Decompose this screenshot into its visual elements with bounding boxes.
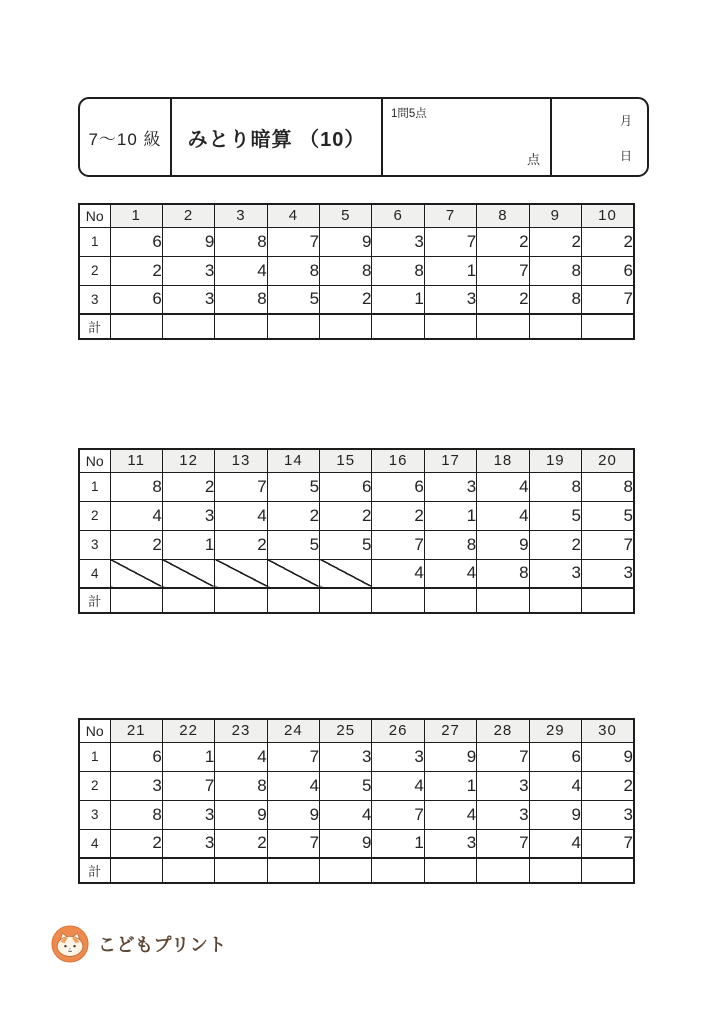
addend-cell: 4 — [215, 742, 267, 771]
addend-cell: 3 — [110, 771, 162, 800]
sum-answer-cell — [320, 314, 372, 339]
addend-cell: 8 — [477, 559, 529, 588]
problem-number-header: 18 — [477, 449, 529, 472]
addend-cell: 3 — [320, 742, 372, 771]
problem-number-header: 22 — [162, 719, 214, 742]
addend-cell: 2 — [215, 530, 267, 559]
addend-cell: 8 — [267, 256, 319, 285]
addend-cell: 2 — [110, 530, 162, 559]
addend-cell: 3 — [424, 285, 476, 314]
row-label: 1 — [79, 472, 110, 501]
addend-cell: 8 — [529, 256, 581, 285]
addend-cell: 7 — [372, 800, 424, 829]
mascot-cat-icon — [51, 925, 89, 963]
addend-cell: 7 — [267, 742, 319, 771]
sum-answer-cell — [582, 588, 634, 613]
addend-cell: 9 — [424, 742, 476, 771]
site-logo — [51, 925, 227, 963]
addend-cell: 1 — [372, 285, 424, 314]
sum-label: 計 — [79, 314, 110, 339]
addend-cell: 9 — [477, 530, 529, 559]
problem-number-header: 10 — [582, 204, 634, 227]
addend-cell: 3 — [162, 501, 214, 530]
row-label: 1 — [79, 742, 110, 771]
day-label: 日 — [619, 149, 632, 163]
month-label: 月 — [619, 114, 632, 128]
addend-row — [79, 771, 634, 800]
addend-cell: 5 — [320, 771, 372, 800]
addend-cell: 3 — [162, 829, 214, 858]
addend-cell: 5 — [267, 472, 319, 501]
sum-answer-cell — [582, 858, 634, 883]
addend-cell: 9 — [582, 742, 634, 771]
addend-cell: 3 — [477, 800, 529, 829]
addend-cell: 6 — [110, 285, 162, 314]
addend-row — [79, 472, 634, 501]
problem-number-header: 26 — [372, 719, 424, 742]
addend-cell: 7 — [424, 227, 476, 256]
slash-cell — [320, 559, 372, 588]
problem-number-header: 16 — [372, 449, 424, 472]
sum-answer-cell — [529, 588, 581, 613]
addend-cell: 6 — [320, 472, 372, 501]
addend-cell: 4 — [215, 501, 267, 530]
sum-row — [79, 314, 634, 339]
problem-number-header: 4 — [267, 204, 319, 227]
sum-answer-cell — [372, 314, 424, 339]
addend-cell: 9 — [267, 800, 319, 829]
sum-answer-cell — [267, 314, 319, 339]
sum-answer-cell — [162, 314, 214, 339]
addend-row — [79, 559, 634, 588]
row-label: 4 — [79, 829, 110, 858]
row-label: 3 — [79, 800, 110, 829]
addend-row — [79, 742, 634, 771]
problem-number-header: 19 — [529, 449, 581, 472]
addend-cell: 8 — [529, 472, 581, 501]
problem-number-header: 9 — [529, 204, 581, 227]
sum-answer-cell — [215, 588, 267, 613]
sum-answer-cell — [582, 314, 634, 339]
addend-cell: 7 — [215, 472, 267, 501]
sum-label: 計 — [79, 858, 110, 883]
addend-row — [79, 800, 634, 829]
addend-cell: 5 — [529, 501, 581, 530]
sum-answer-cell — [372, 858, 424, 883]
problem-number-header: 13 — [215, 449, 267, 472]
sum-answer-cell — [477, 858, 529, 883]
addend-cell: 3 — [582, 559, 634, 588]
addend-cell: 9 — [162, 227, 214, 256]
addend-cell: 5 — [267, 530, 319, 559]
row-label: 3 — [79, 285, 110, 314]
addend-row — [79, 285, 634, 314]
addend-cell: 3 — [582, 800, 634, 829]
addend-cell: 4 — [110, 501, 162, 530]
addend-cell: 8 — [372, 256, 424, 285]
no-column-header: No — [79, 449, 110, 472]
worksheet-header — [78, 97, 649, 177]
addend-row — [79, 501, 634, 530]
addend-cell: 8 — [110, 800, 162, 829]
addend-cell: 5 — [320, 530, 372, 559]
problem-number-header: 28 — [477, 719, 529, 742]
problem-number-header: 15 — [320, 449, 372, 472]
sum-answer-cell — [267, 588, 319, 613]
sum-answer-cell — [529, 314, 581, 339]
addend-cell: 2 — [582, 771, 634, 800]
addend-cell: 9 — [215, 800, 267, 829]
addend-cell: 4 — [320, 800, 372, 829]
addend-cell: 7 — [477, 829, 529, 858]
addend-cell: 3 — [162, 800, 214, 829]
problem-number-header: 12 — [162, 449, 214, 472]
problem-number-header: 8 — [477, 204, 529, 227]
addend-cell: 7 — [582, 530, 634, 559]
addend-cell: 4 — [372, 559, 424, 588]
sum-answer-cell — [110, 858, 162, 883]
sum-answer-cell — [424, 314, 476, 339]
addend-row — [79, 227, 634, 256]
addend-cell: 8 — [215, 771, 267, 800]
addend-cell: 2 — [582, 227, 634, 256]
problem-number-header: 29 — [529, 719, 581, 742]
sum-row — [79, 588, 634, 613]
addend-cell: 1 — [424, 501, 476, 530]
addend-row — [79, 829, 634, 858]
addend-cell: 8 — [110, 472, 162, 501]
row-label: 2 — [79, 256, 110, 285]
sum-answer-cell — [162, 858, 214, 883]
addend-cell: 4 — [215, 256, 267, 285]
addend-cell: 2 — [529, 227, 581, 256]
addend-cell: 4 — [477, 472, 529, 501]
problem-number-header: 7 — [424, 204, 476, 227]
problem-number-header: 30 — [582, 719, 634, 742]
addend-cell: 8 — [582, 472, 634, 501]
addend-cell: 6 — [529, 742, 581, 771]
sum-answer-cell — [110, 588, 162, 613]
sum-answer-cell — [215, 858, 267, 883]
problems-table-11-20 — [78, 448, 635, 614]
addend-cell: 8 — [320, 256, 372, 285]
addend-row — [79, 256, 634, 285]
problem-number-header: 14 — [267, 449, 319, 472]
addend-cell: 7 — [477, 256, 529, 285]
points-unit-label: 点 — [526, 152, 540, 167]
addend-cell: 1 — [424, 771, 476, 800]
addend-cell: 5 — [267, 285, 319, 314]
addend-cell: 1 — [162, 742, 214, 771]
problems-table-21-30 — [78, 718, 635, 884]
sum-answer-cell — [424, 858, 476, 883]
problem-number-header: 5 — [320, 204, 372, 227]
addend-cell: 3 — [162, 256, 214, 285]
addend-cell: 2 — [110, 256, 162, 285]
problem-number-header: 25 — [320, 719, 372, 742]
addend-cell: 7 — [372, 530, 424, 559]
addend-cell: 3 — [477, 771, 529, 800]
addend-cell: 7 — [267, 227, 319, 256]
addend-cell: 2 — [529, 530, 581, 559]
slash-cell — [267, 559, 319, 588]
addend-cell: 9 — [320, 829, 372, 858]
addend-cell: 4 — [529, 829, 581, 858]
problem-number-header: 17 — [424, 449, 476, 472]
sum-answer-cell — [424, 588, 476, 613]
addend-cell: 4 — [477, 501, 529, 530]
sum-label: 計 — [79, 588, 110, 613]
addend-cell: 2 — [320, 285, 372, 314]
logo-text: こどもプリント — [98, 935, 227, 955]
sum-answer-cell — [477, 314, 529, 339]
addend-cell: 1 — [372, 829, 424, 858]
addend-cell: 8 — [215, 285, 267, 314]
addend-cell: 4 — [424, 800, 476, 829]
addend-cell: 3 — [424, 472, 476, 501]
addend-cell: 2 — [110, 829, 162, 858]
addend-cell: 2 — [267, 501, 319, 530]
slash-cell — [110, 559, 162, 588]
addend-cell: 2 — [477, 227, 529, 256]
addend-cell: 7 — [582, 829, 634, 858]
slash-cell — [162, 559, 214, 588]
slash-cell — [215, 559, 267, 588]
problem-number-header: 24 — [267, 719, 319, 742]
addend-row — [79, 530, 634, 559]
row-label: 1 — [79, 227, 110, 256]
addend-cell: 9 — [320, 227, 372, 256]
addend-cell: 6 — [110, 227, 162, 256]
addend-cell: 2 — [372, 501, 424, 530]
row-label: 2 — [79, 501, 110, 530]
addend-cell: 3 — [424, 829, 476, 858]
addend-cell: 4 — [267, 771, 319, 800]
addend-cell: 3 — [372, 742, 424, 771]
addend-cell: 9 — [529, 800, 581, 829]
worksheet-title: みとり暗算 （10） — [172, 99, 383, 175]
problem-number-header: 11 — [110, 449, 162, 472]
addend-cell: 8 — [529, 285, 581, 314]
no-column-header: No — [79, 719, 110, 742]
sum-answer-cell — [477, 588, 529, 613]
problem-number-header: 2 — [162, 204, 214, 227]
row-label: 3 — [79, 530, 110, 559]
addend-cell: 1 — [162, 530, 214, 559]
sum-answer-cell — [372, 588, 424, 613]
addend-cell: 7 — [162, 771, 214, 800]
addend-cell: 7 — [267, 829, 319, 858]
addend-cell: 3 — [529, 559, 581, 588]
addend-cell: 6 — [582, 256, 634, 285]
sum-answer-cell — [267, 858, 319, 883]
addend-cell: 2 — [477, 285, 529, 314]
problem-number-header: 27 — [424, 719, 476, 742]
addend-cell: 8 — [215, 227, 267, 256]
addend-cell: 4 — [424, 559, 476, 588]
problem-number-header: 1 — [110, 204, 162, 227]
addend-cell: 2 — [162, 472, 214, 501]
addend-cell: 2 — [320, 501, 372, 530]
addend-cell: 7 — [477, 742, 529, 771]
addend-cell: 1 — [424, 256, 476, 285]
row-label: 2 — [79, 771, 110, 800]
addend-cell: 6 — [110, 742, 162, 771]
score-box — [383, 99, 552, 175]
addend-cell: 7 — [582, 285, 634, 314]
addend-cell: 4 — [529, 771, 581, 800]
sum-row — [79, 858, 634, 883]
sum-answer-cell — [110, 314, 162, 339]
addend-cell: 6 — [372, 472, 424, 501]
addend-cell: 4 — [372, 771, 424, 800]
row-label: 4 — [79, 559, 110, 588]
addend-cell: 3 — [162, 285, 214, 314]
grade-level-label: 7〜10 級 — [80, 99, 172, 175]
no-column-header: No — [79, 204, 110, 227]
sum-answer-cell — [320, 588, 372, 613]
points-per-question-note: 1問5点 — [391, 108, 427, 120]
sum-answer-cell — [215, 314, 267, 339]
addend-cell: 8 — [424, 530, 476, 559]
problem-number-header: 21 — [110, 719, 162, 742]
sum-answer-cell — [320, 858, 372, 883]
problems-table-1-10 — [78, 203, 635, 340]
problem-number-header: 23 — [215, 719, 267, 742]
addend-cell: 3 — [372, 227, 424, 256]
problem-number-header: 3 — [215, 204, 267, 227]
addend-cell: 2 — [215, 829, 267, 858]
sum-answer-cell — [162, 588, 214, 613]
problem-number-header: 6 — [372, 204, 424, 227]
sum-answer-cell — [529, 858, 581, 883]
problem-number-header: 20 — [582, 449, 634, 472]
date-box — [552, 99, 647, 175]
addend-cell: 5 — [582, 501, 634, 530]
